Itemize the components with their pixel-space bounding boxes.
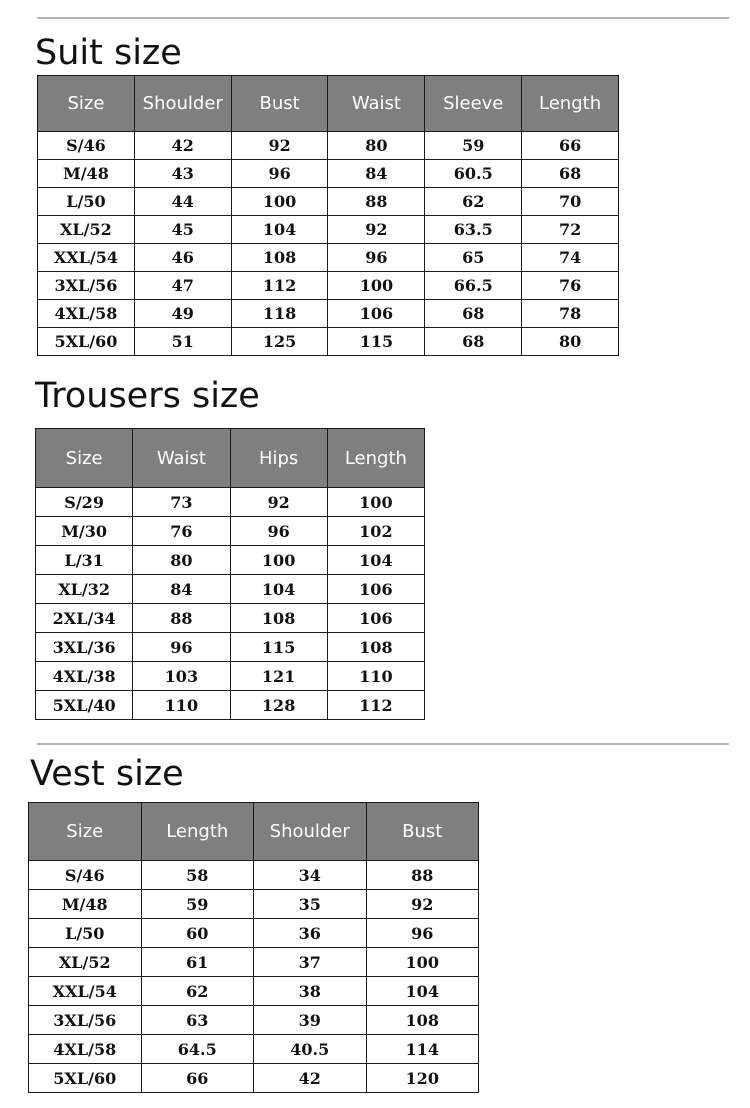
table-cell-bust: 88 — [366, 861, 479, 890]
table-cell-length: 60 — [141, 919, 254, 948]
table-cell-size: 4XL/38 — [36, 662, 133, 691]
table-cell-waist: 115 — [328, 328, 425, 356]
suit-size-title: Suit size — [35, 33, 182, 73]
table-cell-shoulder: 38 — [254, 977, 367, 1006]
table-cell-bust: 114 — [366, 1035, 479, 1064]
table-row — [38, 132, 619, 160]
table-cell-size: XXL/54 — [38, 244, 135, 272]
table-cell-bust: 96 — [366, 919, 479, 948]
table-cell-length: 76 — [522, 272, 619, 300]
table-cell-shoulder: 44 — [134, 188, 231, 216]
table-row — [36, 691, 425, 720]
table-cell-shoulder: 42 — [254, 1064, 367, 1093]
table-cell-waist: 96 — [328, 244, 425, 272]
table-cell-bust: 104 — [231, 216, 328, 244]
table-row — [29, 948, 479, 977]
table-cell-size: 5XL/40 — [36, 691, 133, 720]
table-cell-size: 4XL/58 — [38, 300, 135, 328]
table-cell-size: 3XL/36 — [36, 633, 133, 662]
table-cell-length: 100 — [327, 488, 424, 517]
table-cell-size: M/48 — [29, 890, 142, 919]
suit-size-table — [37, 75, 619, 356]
table-cell-length: 59 — [141, 890, 254, 919]
table-cell-waist: 84 — [328, 160, 425, 188]
table-row — [29, 977, 479, 1006]
column-header-waist: Waist — [328, 76, 425, 132]
table-row — [38, 272, 619, 300]
column-header-length: Length — [141, 803, 254, 861]
table-cell-waist: 80 — [133, 546, 230, 575]
table-cell-bust: 92 — [366, 890, 479, 919]
table-cell-length: 61 — [141, 948, 254, 977]
trousers-size-table — [35, 428, 425, 720]
table-cell-sleeve: 65 — [425, 244, 522, 272]
table-cell-bust: 96 — [231, 160, 328, 188]
table-cell-bust: 100 — [231, 188, 328, 216]
table-row — [38, 328, 619, 356]
table-cell-shoulder: 34 — [254, 861, 367, 890]
table-cell-shoulder: 47 — [134, 272, 231, 300]
table-cell-hips: 115 — [230, 633, 327, 662]
table-cell-length: 62 — [141, 977, 254, 1006]
table-cell-bust: 108 — [231, 244, 328, 272]
table-cell-length: 106 — [327, 575, 424, 604]
table-cell-bust: 104 — [366, 977, 479, 1006]
table-cell-length: 58 — [141, 861, 254, 890]
column-header-hips: Hips — [230, 429, 327, 488]
table-cell-size: M/30 — [36, 517, 133, 546]
table-cell-length: 66 — [141, 1064, 254, 1093]
table-row — [38, 188, 619, 216]
table-cell-length: 63 — [141, 1006, 254, 1035]
table-cell-length: 72 — [522, 216, 619, 244]
column-header-size: Size — [29, 803, 142, 861]
table-cell-shoulder: 51 — [134, 328, 231, 356]
table-cell-shoulder: 49 — [134, 300, 231, 328]
table-cell-bust: 120 — [366, 1064, 479, 1093]
table-cell-length: 104 — [327, 546, 424, 575]
column-header-length: Length — [522, 76, 619, 132]
table-cell-size: 5XL/60 — [29, 1064, 142, 1093]
column-header-bust: Bust — [366, 803, 479, 861]
table-cell-shoulder: 46 — [134, 244, 231, 272]
table-cell-size: 4XL/58 — [29, 1035, 142, 1064]
table-cell-waist: 73 — [133, 488, 230, 517]
column-header-shoulder: Shoulder — [134, 76, 231, 132]
table-cell-size: M/48 — [38, 160, 135, 188]
table-cell-shoulder: 40.5 — [254, 1035, 367, 1064]
column-header-sleeve: Sleeve — [425, 76, 522, 132]
middle-divider — [37, 743, 729, 745]
table-cell-bust: 100 — [366, 948, 479, 977]
table-cell-waist: 88 — [328, 188, 425, 216]
header-row — [38, 76, 619, 132]
column-header-size: Size — [36, 429, 133, 488]
table-cell-bust: 112 — [231, 272, 328, 300]
table-cell-hips: 121 — [230, 662, 327, 691]
table-row — [29, 1064, 479, 1093]
table-cell-sleeve: 60.5 — [425, 160, 522, 188]
table-row — [36, 488, 425, 517]
column-header-length: Length — [327, 429, 424, 488]
column-header-shoulder: Shoulder — [254, 803, 367, 861]
column-header-size: Size — [38, 76, 135, 132]
table-row — [29, 861, 479, 890]
table-cell-length: 66 — [522, 132, 619, 160]
header-row — [29, 803, 479, 861]
table-cell-shoulder: 39 — [254, 1006, 367, 1035]
table-cell-waist: 96 — [133, 633, 230, 662]
table-cell-hips: 92 — [230, 488, 327, 517]
table-row — [29, 1006, 479, 1035]
table-cell-size: L/31 — [36, 546, 133, 575]
table-row — [36, 633, 425, 662]
table-row — [36, 546, 425, 575]
table-cell-shoulder: 45 — [134, 216, 231, 244]
table-cell-length: 78 — [522, 300, 619, 328]
table-cell-hips: 104 — [230, 575, 327, 604]
table-cell-bust: 118 — [231, 300, 328, 328]
table-cell-waist: 88 — [133, 604, 230, 633]
table-cell-size: XL/32 — [36, 575, 133, 604]
table-cell-shoulder: 35 — [254, 890, 367, 919]
table-cell-length: 74 — [522, 244, 619, 272]
table-cell-length: 70 — [522, 188, 619, 216]
table-cell-waist: 110 — [133, 691, 230, 720]
table-cell-length: 108 — [327, 633, 424, 662]
table-cell-size: 2XL/34 — [36, 604, 133, 633]
table-cell-sleeve: 62 — [425, 188, 522, 216]
table-cell-bust: 108 — [366, 1006, 479, 1035]
table-cell-size: 5XL/60 — [38, 328, 135, 356]
table-row — [29, 919, 479, 948]
table-cell-length: 102 — [327, 517, 424, 546]
table-cell-length: 110 — [327, 662, 424, 691]
table-cell-bust: 125 — [231, 328, 328, 356]
table-cell-sleeve: 63.5 — [425, 216, 522, 244]
table-cell-length: 68 — [522, 160, 619, 188]
table-cell-sleeve: 66.5 — [425, 272, 522, 300]
table-cell-size: 3XL/56 — [38, 272, 135, 300]
table-row — [38, 244, 619, 272]
table-cell-waist: 84 — [133, 575, 230, 604]
table-cell-size: L/50 — [29, 919, 142, 948]
trousers-size-title: Trousers size — [35, 376, 260, 416]
table-cell-size: 3XL/56 — [29, 1006, 142, 1035]
table-cell-length: 80 — [522, 328, 619, 356]
table-cell-hips: 128 — [230, 691, 327, 720]
vest-size-table — [28, 802, 479, 1093]
header-row — [36, 429, 425, 488]
table-cell-waist: 100 — [328, 272, 425, 300]
table-cell-shoulder: 36 — [254, 919, 367, 948]
table-row — [29, 890, 479, 919]
table-cell-size: XL/52 — [29, 948, 142, 977]
table-cell-length: 106 — [327, 604, 424, 633]
table-cell-sleeve: 68 — [425, 328, 522, 356]
table-cell-sleeve: 59 — [425, 132, 522, 160]
table-cell-shoulder: 37 — [254, 948, 367, 977]
table-cell-sleeve: 68 — [425, 300, 522, 328]
table-cell-bust: 92 — [231, 132, 328, 160]
table-cell-waist: 92 — [328, 216, 425, 244]
table-row — [38, 160, 619, 188]
table-row — [36, 517, 425, 546]
table-cell-shoulder: 43 — [134, 160, 231, 188]
table-cell-size: S/46 — [29, 861, 142, 890]
table-row — [36, 662, 425, 691]
table-cell-size: XL/52 — [38, 216, 135, 244]
table-cell-waist: 103 — [133, 662, 230, 691]
table-row — [36, 604, 425, 633]
table-cell-hips: 96 — [230, 517, 327, 546]
table-row — [38, 216, 619, 244]
table-cell-size: S/46 — [38, 132, 135, 160]
table-cell-waist: 76 — [133, 517, 230, 546]
table-row — [36, 575, 425, 604]
top-divider — [37, 17, 729, 19]
table-cell-hips: 100 — [230, 546, 327, 575]
column-header-bust: Bust — [231, 76, 328, 132]
table-row — [38, 300, 619, 328]
column-header-waist: Waist — [133, 429, 230, 488]
table-cell-size: L/50 — [38, 188, 135, 216]
vest-size-title: Vest size — [30, 754, 184, 794]
table-cell-length: 112 — [327, 691, 424, 720]
table-cell-size: XXL/54 — [29, 977, 142, 1006]
table-cell-shoulder: 42 — [134, 132, 231, 160]
table-cell-waist: 106 — [328, 300, 425, 328]
table-cell-length: 64.5 — [141, 1035, 254, 1064]
table-cell-hips: 108 — [230, 604, 327, 633]
table-cell-waist: 80 — [328, 132, 425, 160]
table-row — [29, 1035, 479, 1064]
table-cell-size: S/29 — [36, 488, 133, 517]
